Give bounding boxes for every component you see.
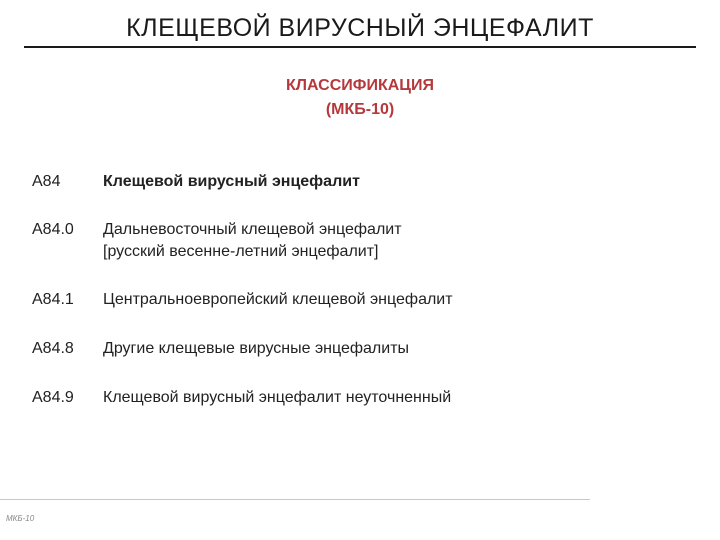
classification-heading [0, 74, 720, 122]
code-description [103, 338, 692, 360]
code-description [103, 219, 692, 263]
code-value: А84.1 [32, 291, 74, 308]
code-description-line: Центральноевропейский клещевой энцефалит [103, 291, 453, 308]
code-description-line: Дальневосточный клещевой энцефалит [103, 221, 402, 238]
title-divider [24, 46, 696, 48]
code-row [32, 219, 692, 263]
code-value: А84.8 [32, 340, 74, 357]
code-description-line-2: [русский весенне-летний энцефалит] [103, 243, 379, 260]
code-row [32, 289, 692, 311]
code-description [103, 387, 692, 409]
footer-divider [0, 499, 590, 500]
classification-heading-line1: КЛАССИФИКАЦИЯ [286, 77, 434, 94]
code-description-line: Клещевой вирусный энцефалит неуточненный [103, 389, 452, 406]
code-row [32, 171, 692, 193]
slide-title: КЛЕЩЕВОЙ ВИРУСНЫЙ ЭНЦЕФАЛИТ [126, 14, 594, 42]
code-description [103, 171, 692, 193]
code-value: А84 [32, 173, 61, 190]
classification-heading-line2: (МКБ-10) [325, 101, 395, 118]
code-value: А84.9 [32, 389, 74, 406]
code-description-line: Клещевой вирусный энцефалит [103, 173, 360, 190]
code-row [32, 387, 692, 409]
code-description [103, 289, 692, 311]
code-description-line: Другие клещевые вирусные энцефалиты [103, 340, 410, 357]
icd-code-list [32, 171, 692, 409]
code-row [32, 338, 692, 360]
code-value: А84.0 [32, 221, 74, 238]
footer-note: МКБ-10 [6, 514, 35, 523]
